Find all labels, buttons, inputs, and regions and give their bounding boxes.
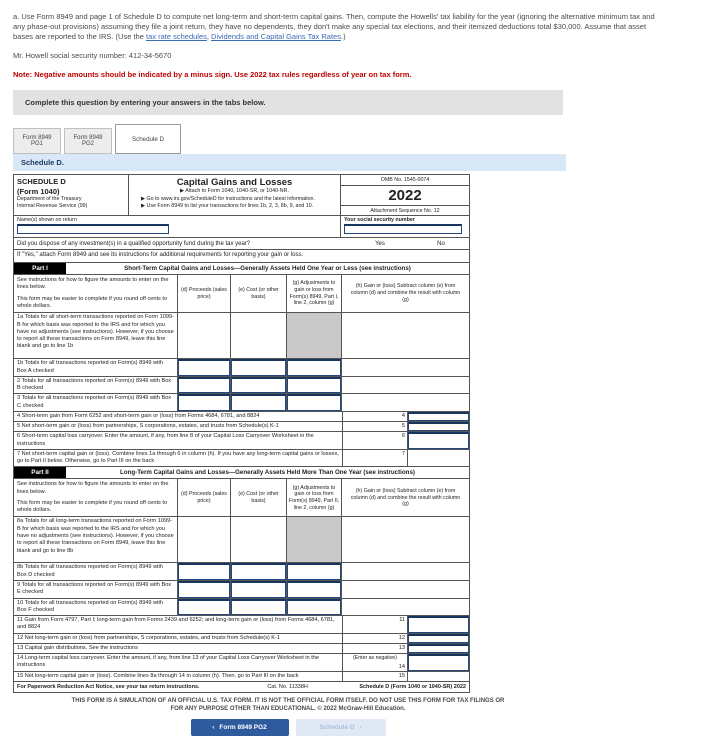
form-header-center — [129, 175, 341, 215]
omb-number: OMB No. 1545-0074 — [341, 175, 469, 186]
line-12-amount-cell — [407, 634, 469, 643]
line-5-row — [14, 422, 469, 432]
row-2-proceeds-cell — [178, 377, 231, 394]
row-9-adjustments-cell — [287, 581, 342, 598]
negative-amounts-note: Note: Negative amounts should be indicated by a minus sign. Use 2022 tax rules regardless of year on tax form. — [13, 70, 412, 80]
row-3-text: 3 Totals for all transactions reported on Form(s) 8949 with Box C checked — [14, 394, 178, 411]
form-header-left — [14, 175, 129, 215]
line-4-number-cell — [342, 412, 407, 421]
col-g-header: (g) Adjustments to gain or loss from Form(s) 8949, Part I, line 2, column (g) — [287, 275, 342, 312]
line-5-amount-input[interactable] — [408, 422, 469, 431]
row-1b-gain-cell — [342, 359, 469, 376]
form-footer — [14, 682, 469, 692]
table-note-2b: This form may be easier to complete if you round off cents to whole dollars. — [17, 499, 168, 514]
row-8b-cost-cell — [231, 563, 287, 580]
row-3-adjustments-cell — [287, 394, 342, 411]
row-8b-adjustments-cell — [287, 563, 342, 580]
line-5-text: 5 Net short-term gain or (loss) from partnerships, S corporations, estates, and trusts from Schedule(s) K-1 — [17, 423, 279, 430]
line-9-cost-input[interactable] — [231, 581, 286, 598]
tab-form-8949-pg1[interactable]: Form 8949 PG1 — [13, 128, 61, 154]
part1-title: Short-Term Capital Gains and Losses—Generally Assets Held One Year or Less (see instructions) — [124, 265, 411, 273]
row-10-cost-cell — [231, 599, 287, 616]
name-ssn-row — [14, 216, 469, 238]
line-9-adjustments-input[interactable] — [287, 581, 341, 598]
part2-notes — [14, 479, 178, 516]
problem-text: a. Use Form 8949 and page 1 of Schedule D to compute net long-term and short-term capital gains. Then, compute the Howells' tax liability for the year (ignoring the alternative minimum tax and any phase-out provisions) assuming they file a joint return, they have no dependents, they don't make any special tax elections, and their itemized deductions total $30,000. Assume that asset bases are reported to the IRS. (Use the — [13, 12, 655, 42]
prev-button-label: Form 8949 PG2 — [219, 724, 267, 732]
line-11-text: 11 Gain from Form 4797, Part I; long-term gain from Forms 2439 and 6252; and long-term gain or (loss) from Forms 4684, 6781, and 8824 — [17, 617, 335, 631]
row-2-adjustments-cell — [287, 377, 342, 394]
row-10-text: 10 Totals for all transactions reported on Form(s) 8949 with Box F checked — [14, 599, 178, 616]
row-2-text: 2 Totals for all transactions reported on Form(s) 8949 with Box B checked — [14, 377, 178, 394]
row-8b — [14, 563, 469, 581]
complete-question-banner: Complete this question by entering your answers in the tabs below. — [13, 90, 563, 115]
line-4-amount-cell — [407, 412, 469, 421]
schedule-d-label: SCHEDULE D — [17, 177, 66, 187]
name-label: Name(s) shown on return — [17, 217, 77, 224]
line-14-row — [14, 654, 469, 672]
attachment-sequence: Attachment Sequence No. 12 — [370, 208, 440, 215]
schedule-d-footer: Schedule D (Form 1040 or 1040-SR) 2022 — [359, 683, 466, 690]
line-12-number-cell — [342, 634, 407, 643]
line-10-cost-input[interactable] — [231, 599, 286, 616]
line-3-cost-input[interactable] — [231, 394, 286, 411]
line-13-number-cell — [342, 644, 407, 653]
line-4-amount-input[interactable] — [408, 412, 469, 421]
col-d-header-2: (d) Proceeds (sales price) — [178, 479, 231, 516]
row-1b-cost-cell — [231, 359, 287, 376]
row-8b-text: 8b Totals for all transactions reported on Form(s) 8949 with Box D checked — [14, 563, 178, 580]
row-1a — [14, 313, 469, 359]
part2-label: Part II — [14, 467, 66, 478]
line-12-number: 12 — [398, 634, 405, 641]
line-2-adjustments-input[interactable] — [287, 377, 341, 394]
line-11-number: 11 — [399, 617, 405, 624]
line-1b-cost-input[interactable] — [231, 359, 286, 376]
line-6-amount-input[interactable] — [408, 432, 469, 449]
goto-instruction: ▶ Go to www.irs.gov/ScheduleD for instructions and the latest information. — [141, 195, 315, 202]
line-5-number-cell — [342, 422, 407, 431]
catalog-number: Cat. No. 11338H — [267, 683, 308, 690]
table-note-2: This form may be easier to complete if you round off cents to whole dollars. — [17, 295, 168, 309]
line-4-text: 4 Short-term gain from Form 6252 and short-term gain or (loss) from Forms 4684, 6781, and 8824 — [17, 412, 260, 419]
line-11-amount-cell — [407, 616, 469, 633]
qof-question-row — [14, 238, 469, 250]
col-h-header-2: (h) Gain or (loss) Subtract column (e) from column (d) and combine the result with column (g) — [350, 487, 461, 508]
line-15-row — [14, 672, 469, 682]
col-e-header-2: (e) Cost (or other basis) — [231, 479, 287, 516]
row-8a-cost-cell — [231, 517, 287, 562]
line-13-amount-cell — [407, 644, 469, 653]
next-button-label: Schedule D — [319, 724, 355, 732]
row-10-adjustments-cell — [287, 599, 342, 616]
line-2-cost-input[interactable] — [231, 377, 286, 394]
part2-table-header — [14, 479, 469, 517]
tax-rate-schedules-link[interactable]: tax rate schedules — [146, 32, 207, 42]
line-12-row — [14, 634, 469, 644]
line-6-number: 6 — [401, 433, 405, 440]
line-13-number: 13 — [398, 644, 405, 651]
chevron-right-icon: › — [359, 724, 362, 732]
paperwork-notice: For Paperwork Reduction Act Notice, see your tax return instructions. — [17, 683, 200, 690]
col-h-header: (h) Gain or (loss) Subtract column (e) from column (d) and combine the result with column (g) — [350, 283, 461, 304]
table-note-1: See instructions for how to figure the amounts to enter on the lines below. — [17, 277, 169, 291]
line-10-proceeds-input[interactable] — [178, 599, 230, 616]
qof-followup-text: If "Yes," attach Form 8949 and see its instructions for additional requirements for reporting your gain or loss. — [17, 252, 304, 259]
line-3-adjustments-input[interactable] — [287, 394, 341, 411]
row-1b-text: 1b Totals for all transactions reported on Form(s) 8949 with Box A checked — [14, 359, 178, 376]
line-14-number-cell — [342, 654, 407, 671]
part1-table-header — [14, 275, 469, 313]
row-1b-adjustments-cell — [287, 359, 342, 376]
line-13-amount-input[interactable] — [408, 644, 469, 653]
line-1b-adjustments-input[interactable] — [287, 359, 341, 376]
row-1b — [14, 359, 469, 377]
line-13-text: 13 Capital gain distributions. See the instructions — [17, 644, 138, 651]
line-15-number-cell — [342, 672, 407, 681]
col-e-header: (e) Cost (or other basis) — [231, 275, 287, 312]
row-8a-adjustments-cell-shaded — [287, 517, 342, 562]
row-10-proceeds-cell — [178, 599, 231, 616]
line-7-number-cell — [342, 450, 407, 467]
line-4-row — [14, 412, 469, 422]
tab-form-8949-pg2[interactable]: Form 8949 PG2 — [64, 128, 112, 154]
qof-yes-option[interactable]: Yes — [375, 241, 385, 248]
line-8b-adjustments-input[interactable] — [287, 563, 341, 580]
row-1a-gain-cell — [342, 313, 469, 358]
line-14-number: 14 — [398, 663, 405, 670]
part2-bar — [14, 467, 469, 479]
row-1a-adjustments-cell-shaded — [287, 313, 342, 358]
line-11-row — [14, 616, 469, 634]
form-header — [14, 175, 469, 216]
problem-text-mid: , — [206, 32, 212, 42]
row-8b-proceeds-cell — [178, 563, 231, 580]
problem-statement — [13, 12, 668, 42]
col-d-header: (d) Proceeds (sales price) — [178, 275, 231, 312]
line-12-text: 12 Net long-term gain or (loss) from partnerships, S corporations, estates, and trusts from Schedule(s) K-1 — [17, 634, 281, 641]
part2-title: Long-Term Capital Gains and Losses—Generally Assets Held More Than One Year (see instructions) — [120, 469, 415, 477]
row-9-proceeds-cell — [178, 581, 231, 598]
line-13-row — [14, 644, 469, 654]
line-14-amount-cell — [407, 654, 469, 671]
row-3 — [14, 394, 469, 412]
row-10-gain-cell — [342, 599, 469, 616]
line-7-text: 7 Net short-term capital gain or (loss). Combine lines 1a through 6 in column (h). If you have any long-term capital gains or losses, go to Part II below. Otherwise, go to Part III on the back — [17, 450, 339, 465]
row-3-gain-cell — [342, 394, 469, 411]
prev-button[interactable] — [191, 719, 289, 736]
line-6-number-cell — [342, 432, 407, 449]
line-14-amount-input[interactable] — [408, 654, 469, 671]
ssn-cell — [341, 216, 469, 237]
qof-question: Did you dispose of any investment(s) in a qualified opportunity fund during the tax year? — [17, 241, 251, 248]
line-6-amount-cell — [407, 432, 469, 449]
tab-schedule-d[interactable]: Schedule D — [115, 124, 181, 154]
line-15-number: 15 — [398, 672, 405, 679]
use-8949-instruction: ▶ Use Form 8949 to list your transactions for lines 1b, 2, 3, 8b, 9, and 10. — [141, 202, 314, 209]
line-11-number-cell — [342, 616, 407, 633]
row-2 — [14, 377, 469, 395]
line-7-row — [14, 450, 469, 468]
attach-instruction: ▶ Attach to Form 1040, 1040-SR, or 1040-NR. — [180, 188, 289, 195]
nav-buttons — [13, 719, 563, 736]
line-9-proceeds-input[interactable] — [178, 581, 230, 598]
line-8b-cost-input[interactable] — [231, 563, 286, 580]
ssn-label: Your social security number — [344, 217, 415, 224]
name-input[interactable] — [17, 224, 169, 234]
form-title: Capital Gains and Losses — [176, 177, 293, 189]
dividends-capital-gains-link[interactable]: Dividends and Capital Gains Tax Rates — [211, 32, 341, 42]
line-6-row — [14, 432, 469, 450]
dept-treasury-label: Department of the Treasury — [17, 196, 82, 203]
form-header-right — [341, 175, 469, 215]
line-12-amount-input[interactable] — [408, 634, 469, 643]
line-11-amount-input[interactable] — [408, 616, 469, 633]
col-g-header-2: (g) Adjustments to gain or loss from Form(s) 8949, Part II, line 2, column (g) — [287, 479, 342, 516]
row-3-proceeds-cell — [178, 394, 231, 411]
part1-bar — [14, 263, 469, 275]
row-9 — [14, 581, 469, 599]
row-8b-gain-cell — [342, 563, 469, 580]
howell-ssn-line: Mr. Howell social security number: 412-34-5670 — [13, 51, 172, 61]
qof-no-option[interactable]: No — [437, 241, 445, 248]
row-1a-cost-cell — [231, 313, 287, 358]
line-7-amount-cell — [407, 450, 469, 467]
line-15-amount-cell — [407, 672, 469, 681]
row-2-gain-cell — [342, 377, 469, 394]
line-7-number: 7 — [401, 450, 405, 457]
table-note-1b: See instructions for how to figure the amounts to enter on the lines below. — [17, 481, 169, 495]
simulation-disclaimer: THIS FORM IS A SIMULATION OF AN OFFICIAL U.S. TAX FORM. IT IS NOT THE OFFICIAL FORM ITSELF. DO NOT USE THIS FORM FOR TAX FILINGS OR FOR ANY PURPOSE OTHER THAN EDUCATIONAL. © 2022 McGraw-Hill Education. — [71, 697, 505, 713]
row-2-cost-cell — [231, 377, 287, 394]
row-8a-proceeds-cell — [178, 517, 231, 562]
row-1a-text: 1a Totals for all short-term transactions reported on Form 1099-B for which basis was reported to the IRS and for which you have no adjustments (see instructions). However, if you choose to report all these transactions on Form 8949, leave this line blank and go to line 1b — [14, 313, 178, 358]
schedule-d-form — [13, 174, 470, 693]
row-8a-text: 8a Totals for all long-term transactions reported on Form 1099-B for which basis was reported to the IRS and for which you have no adjustments (see instructions). However, if you choose to report all these transactions on Form 8949, leave this line blank and go to line 8b — [14, 517, 178, 562]
line-15-text: 15 Net long-term capital gain or (loss). Combine lines 8a through 14 in column (h). Then, go to Part III on the back — [17, 672, 299, 679]
ssn-input[interactable] — [344, 224, 462, 234]
row-1a-proceeds-cell — [178, 313, 231, 358]
line-2-proceeds-input[interactable] — [178, 377, 230, 394]
line-3-proceeds-input[interactable] — [178, 394, 230, 411]
row-8a — [14, 517, 469, 563]
line-10-adjustments-input[interactable] — [287, 599, 341, 616]
part1-notes — [14, 275, 178, 312]
next-button[interactable] — [296, 719, 386, 736]
tab-bar — [13, 124, 720, 154]
problem-text-end: .) — [340, 32, 346, 42]
part1-label: Part I — [14, 263, 66, 274]
irs-label: Internal Revenue Service (99) — [17, 203, 88, 209]
row-10 — [14, 599, 469, 617]
line-5-amount-cell — [407, 422, 469, 431]
row-9-cost-cell — [231, 581, 287, 598]
qof-followup-row — [14, 250, 469, 263]
row-8a-gain-cell — [342, 517, 469, 562]
row-1b-proceeds-cell — [178, 359, 231, 376]
line-4-number: 4 — [401, 412, 405, 419]
row-9-text: 9 Totals for all transactions reported on Form(s) 8949 with Box E checked — [14, 581, 178, 598]
line-5-number: 5 — [401, 423, 405, 430]
section-title: Schedule D. — [13, 154, 566, 171]
line-14-text: 14 Long-term capital loss carryover. Enter the amount, if any, from line 13 of your Capital Loss Carryover Worksheet in the instructions — [17, 655, 319, 669]
line-1b-proceeds-input[interactable] — [178, 359, 230, 376]
line-6-text: 6 Short-term capital loss carryover. Enter the amount, if any, from line 8 of your Capital Loss Carryover Worksheet in the instructions — [17, 433, 314, 447]
row-3-cost-cell — [231, 394, 287, 411]
tax-year: 2022 — [341, 186, 469, 206]
line-8b-proceeds-input[interactable] — [178, 563, 230, 580]
form-1040-label: (Form 1040) — [17, 186, 60, 196]
chevron-left-icon: ‹ — [212, 724, 215, 732]
name-cell — [14, 216, 341, 237]
row-9-gain-cell — [342, 581, 469, 598]
enter-as-negative-note: (Enter as negative) — [353, 655, 397, 662]
